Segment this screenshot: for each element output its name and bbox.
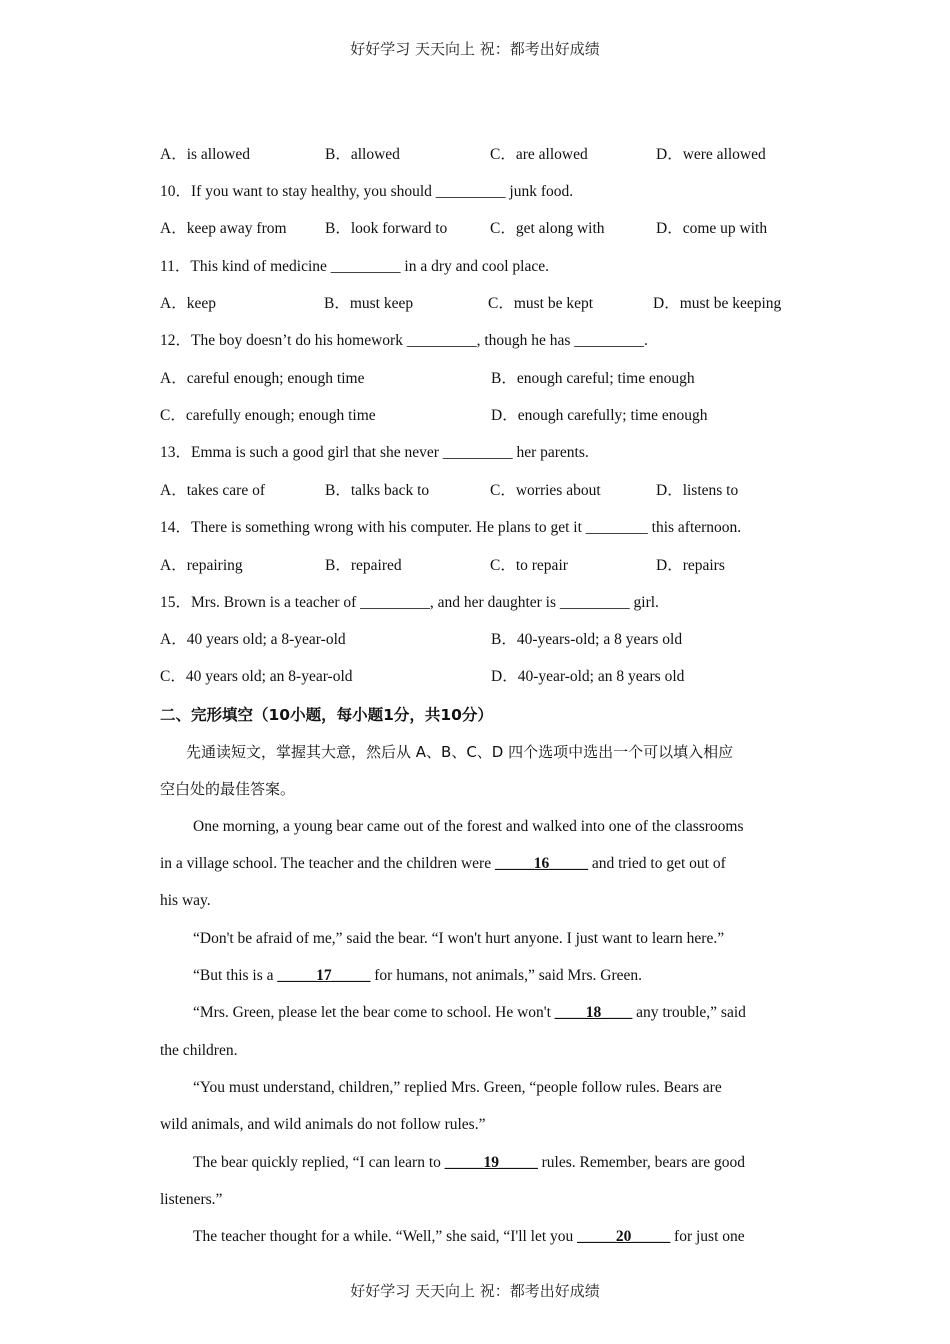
blank-17: _____17_____ (277, 967, 371, 984)
passage-line: wild animals, and wild animals do not follow rules.” (160, 1116, 486, 1133)
q14-option-a: A．repairing (160, 557, 243, 574)
passage-text: “But this is a (193, 967, 278, 984)
section-title: 二、完形填空（10小题，每小题1分，共10分） (160, 706, 493, 724)
q9-option-d: D．were allowed (656, 146, 766, 163)
q12-option-a: A．careful enough; enough time (160, 370, 365, 387)
q10-stem: 10．If you want to stay healthy, you should _________ junk food. (160, 183, 574, 200)
blank-18: ____18____ (554, 1004, 633, 1021)
q11-option-c: C．must be kept (488, 295, 594, 312)
passage-text: The bear quickly replied, “I can learn to (193, 1154, 445, 1171)
q15-option-c: C．40 years old; an 8-year-old (160, 668, 353, 685)
q15-option-a: A．40 years old; a 8-year-old (160, 631, 346, 648)
passage-text: and tried to get out of (587, 855, 726, 872)
blank-20: _____20_____ (577, 1228, 671, 1245)
passage-line: “Don't be afraid of me,” said the bear. “I won't hurt anyone. I just want to learn here.” (193, 930, 725, 947)
blank-16: _____16_____ (494, 855, 588, 872)
q13-option-d: D．listens to (656, 482, 739, 499)
q13-options (160, 480, 792, 502)
q11-option-d: D．must be keeping (653, 295, 782, 312)
q14-stem: 14．There is something wrong with his computer. He plans to get it ________ this afternoon. (160, 519, 742, 536)
passage-text: “Mrs. Green, please let the bear come to school. He won't (193, 1004, 555, 1021)
q15-options-row1 (160, 629, 792, 651)
q12-option-d: D．enough carefully; time enough (491, 407, 708, 424)
q9-option-a: A．is allowed (160, 146, 250, 163)
q10-option-b: B．look forward to (325, 220, 448, 237)
q14-option-d: D．repairs (656, 557, 725, 574)
q15-option-b: B．40-years-old; a 8 years old (491, 631, 683, 648)
q13-stem: 13．Emma is such a good girl that she never _________ her parents. (160, 444, 589, 461)
q11-option-b: B．must keep (324, 295, 414, 312)
q14-options (160, 555, 792, 577)
passage-text: for just one (670, 1228, 745, 1245)
q12-stem: 12．The boy doesn’t do his homework _________, though he has _________. (160, 332, 648, 349)
q13-option-a: A．takes care of (160, 482, 266, 499)
q10-option-a: A．keep away from (160, 220, 287, 237)
q12-options-row1 (160, 368, 792, 390)
q9-option-b: B．allowed (325, 146, 400, 163)
q11-stem: 11．This kind of medicine _________ in a dry and cool place. (160, 258, 549, 275)
q12-option-b: B．enough careful; time enough (491, 370, 695, 387)
q13-option-b: B．talks back to (325, 482, 430, 499)
q9-options (160, 144, 792, 166)
passage-line: the children. (160, 1042, 238, 1059)
passage-line: One morning, a young bear came out of the forest and walked into one of the classrooms (193, 818, 744, 835)
passage-text: rules. Remember, bears are good (537, 1154, 746, 1171)
q13-option-c: C．worries about (490, 482, 601, 499)
page-footer: 好好学习 天天向上 祝：都考出好成绩 (350, 1282, 600, 1300)
passage-line: “You must understand, children,” replied Mrs. Green, “people follow rules. Bears are (193, 1079, 722, 1096)
q15-options-row2 (160, 666, 792, 688)
passage-line: his way. (160, 892, 211, 909)
q15-option-d: D．40-year-old; an 8 years old (491, 668, 685, 685)
q11-options (160, 293, 792, 315)
passage-line: listeners.” (160, 1191, 223, 1208)
passage-text: in a village school. The teacher and the children were (160, 855, 495, 872)
passage-text: any trouble,” said (632, 1004, 746, 1021)
q10-options (160, 218, 792, 240)
q10-option-c: C．get along with (490, 220, 605, 237)
passage-line (160, 853, 726, 875)
q14-option-b: B．repaired (325, 557, 402, 574)
q11-option-a: A．keep (160, 295, 216, 312)
q12-options-row2 (160, 405, 792, 427)
q10-option-d: D．come up with (656, 220, 768, 237)
page-header: 好好学习 天天向上 祝：都考出好成绩 (350, 40, 600, 58)
passage-line (193, 1152, 745, 1174)
passage-text: for humans, not animals,” said Mrs. Green. (370, 967, 643, 984)
section-instruction: 先通读短文，掌握其大意，然后从 A、B、C、D 四个选项中选出一个可以填入相应 (186, 743, 734, 761)
q14-option-c: C．to repair (490, 557, 568, 574)
q9-option-c: C．are allowed (490, 146, 588, 163)
q12-option-c: C．carefully enough; enough time (160, 407, 376, 424)
q15-stem: 15．Mrs. Brown is a teacher of _________, and her daughter is _________ girl. (160, 594, 659, 611)
passage-line (193, 965, 642, 987)
blank-19: _____19_____ (444, 1154, 538, 1171)
passage-line (193, 1002, 746, 1024)
passage-text: The teacher thought for a while. “Well,” she said, “I'll let you (193, 1228, 578, 1245)
section-instruction-cont: 空白处的最佳答案。 (160, 780, 296, 798)
passage-line (193, 1226, 745, 1248)
